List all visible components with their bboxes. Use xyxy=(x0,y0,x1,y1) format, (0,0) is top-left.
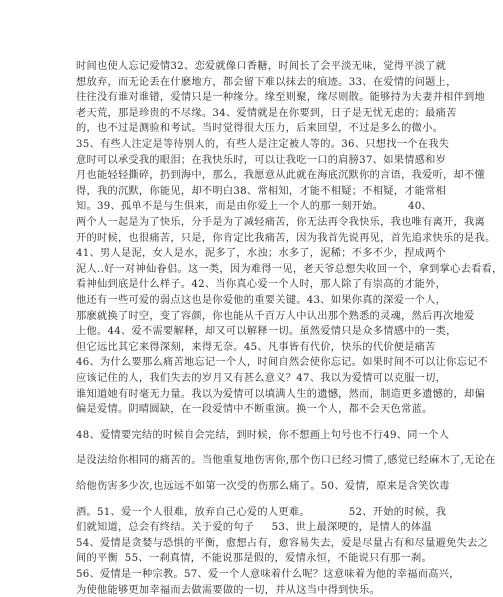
text-line-left: 应该记住的人，我们失去的岁月又有甚么意义？ xyxy=(76,373,297,384)
text-line xyxy=(76,388,486,401)
text-line xyxy=(76,60,447,73)
text-line-left: 间的平衡 xyxy=(76,553,118,565)
text-line-left: 们就知道，总会有终结。关于爱的句子 xyxy=(76,522,255,534)
text-line-right: 39、孤单不是与生俱来，而是由你爱上一个人的那一刻开始。 40、 xyxy=(96,201,433,213)
text-line-left: 48、爱情要完结的时候自会完结，到时候，你不想画上句号也不行 xyxy=(76,429,384,441)
text-line-right: 42、当你真心爱一个人时，那人除了有崇高的才能外， xyxy=(191,279,447,291)
text-line xyxy=(76,76,457,89)
text-line-right: 36、只想找一个在我失 xyxy=(341,139,450,150)
text-line-right: 32、恋爱就像口香糖，时间长了会平淡无味，觉得平淡了就 xyxy=(170,61,447,72)
text-line-left: 往往没有谁对谁错，爱情只是一种缘分。缘至则聚，缘尽则散。能够持为夫妻并相伴到地 xyxy=(76,92,486,104)
text-line-right: 49、同一个人 xyxy=(383,429,450,441)
text-line-left: 偏是爱情。阴晴圆缺，在一段爱情中不断重演。换一个人，都不会天色常蓝。 xyxy=(76,404,433,416)
text-line-right: 34、爱情就是在你要到，日子是无忧无虑的；最痛苦 xyxy=(212,107,457,119)
text-line xyxy=(76,247,447,260)
text-line xyxy=(76,310,475,323)
text-line-left: 开的时候，也很痛苦，只是，你肯定比我痛苦，因为我首先说再见，首先追求快乐的是我。 xyxy=(76,232,496,244)
text-line xyxy=(76,263,503,276)
text-line-left: 两个人一起是为了快乐，分手是为了减轻痛苦，你无法再令我快乐，我也唯有离开，我离 xyxy=(76,217,486,228)
text-line xyxy=(76,480,450,493)
text-line xyxy=(76,552,432,565)
text-line-left: 56、爱情是一种宗教。 xyxy=(76,569,184,580)
text-line xyxy=(76,537,489,550)
text-line-right: 51、爱一个人很难，放弃自己心爱的人更难。 52、开始的时候，我 xyxy=(96,506,447,518)
text-line-left: 酒。 xyxy=(76,506,97,518)
text-line-left: 是没法给你相同的痛苦的。当他重复地伤害你,那个伤口已经习惯了,感觉已经麻木了,无论在 xyxy=(76,455,496,467)
text-line xyxy=(76,325,457,338)
text-line-left: 月也能轻轻撕碎，扔到海中，那么，我愿意从此就在海底沉默你的言语，我爱听，却不懂 xyxy=(76,170,486,182)
text-line xyxy=(76,278,447,291)
text-line xyxy=(76,107,457,120)
text-line xyxy=(76,341,436,354)
text-line-right: 45、凡事皆有代价，快乐的代价便是痛苦 xyxy=(243,341,436,353)
text-line-left: 时间也使人忘记爱情 xyxy=(76,61,171,72)
text-line-left: 想放弃，而无论丢在什麽地方，都会留下难以抹去的痕迹。 xyxy=(76,76,349,88)
text-line-left: 得，我的沉默，你能见，却不明白 xyxy=(76,185,234,197)
text-line xyxy=(76,122,444,135)
text-line xyxy=(76,169,486,182)
text-line-left: 老天荒，那是珍贵的不尽缘。 xyxy=(76,107,213,119)
text-line xyxy=(76,372,447,385)
text-line-right: 43、如果你真的深爱一个人， xyxy=(306,295,447,306)
text-line-right: 47、我以为爱情可以克服一切， xyxy=(296,373,447,384)
text-line-right: 53、世上最深哽的，是情人的体温 xyxy=(271,522,432,534)
text-line-left: 泥人..好一对神仙眷侣。这一类，因为难得一见，老天爷总想失收回一个，拿到掌心去看看， xyxy=(76,263,503,275)
text-line xyxy=(76,506,447,519)
text-line-right: 57、爱一个人意味着什么呢？这意味着为他的幸福而高兴， xyxy=(183,569,460,580)
text-line-left: 54、爱情是贪婪与恐惧的平衡，愈想占有，愈容易失去，爱是尽量占有和尽量避免失去之 xyxy=(76,537,489,549)
text-line-right: 50、爱情，原来是含笑饮毒 xyxy=(320,481,450,492)
text-line xyxy=(76,521,432,534)
text-line xyxy=(76,294,447,307)
text-line-left: 看神仙到底是什么样子。 xyxy=(76,279,192,291)
text-line-left: 41、男人是泥，女人是水，泥多了，水浊；水多了，泥稀；不多不少，捏成两个 xyxy=(76,248,447,260)
text-line-left: 那麽就换了时空，变了容颜，你也能从千百万人中认出那个熟悉的灵魂，然后再次地爱 xyxy=(76,310,475,322)
text-line xyxy=(76,138,450,151)
text-line-right: 55、一刹真情，不能说那是假的，爱情永恒，不能说只有那一刹。 xyxy=(124,553,432,565)
text-line xyxy=(76,154,447,167)
text-line-left: 知。 xyxy=(76,201,97,213)
text-line xyxy=(76,454,496,467)
text-line-left: 的，也不过是测验和考试。当时觉得很大压力，后来回望，不过是多么的微小。 xyxy=(76,123,444,135)
text-line xyxy=(76,200,432,213)
text-line-left: 意时可以承受我的眼泪；在我快乐时，可以让我吃一口的肩膀 xyxy=(76,154,360,166)
text-line-left: 上他。 xyxy=(76,326,108,338)
text-line-left: 谁知道她有时毫无力量。我以为爱情可以填满人生的遗憾，然而，制造更多遗憾的，却偏 xyxy=(76,388,486,400)
text-line xyxy=(76,584,432,597)
text-line-left: 为使他能够更加幸福而去做需要做的一切，并从这当中得到快乐。 xyxy=(76,584,381,596)
text-line-right: 38、常相知，才能不相疑；不相疑，才能常相 xyxy=(233,185,447,197)
text-line-left: 但它远比其它来得深刻，来得无奈。 xyxy=(76,341,244,353)
text-line xyxy=(76,568,460,581)
text-line-right: 44、爱不需要解释，却又可以解释一切。虽然爱情只是众多情感中的一类， xyxy=(107,326,457,338)
text-line-left: 46、为什么要那么痛苦地忘记一个人，时间自然会使你忘记。如果时间不可以让你忘记不 xyxy=(76,357,489,369)
text-line xyxy=(76,429,450,442)
text-line-right: 33、在爱情的问题上， xyxy=(348,76,457,88)
text-line xyxy=(76,216,486,229)
text-line-left: 给他伤害多少次,也远远不如第一次受的伤那么痛了。 xyxy=(76,481,321,492)
text-line xyxy=(76,356,489,369)
text-line-left: 35、有些人注定是等待别人的，有些人是注定被人等的。 xyxy=(76,139,342,150)
text-line-left: 他还有一些可爱的弱点这也是你爱他的重要关键。 xyxy=(76,295,307,306)
text-line xyxy=(76,403,432,416)
text-line xyxy=(76,91,486,104)
text-line xyxy=(76,232,496,245)
text-line xyxy=(76,185,447,198)
text-line-right: 37、如果情感和岁 xyxy=(359,154,447,166)
